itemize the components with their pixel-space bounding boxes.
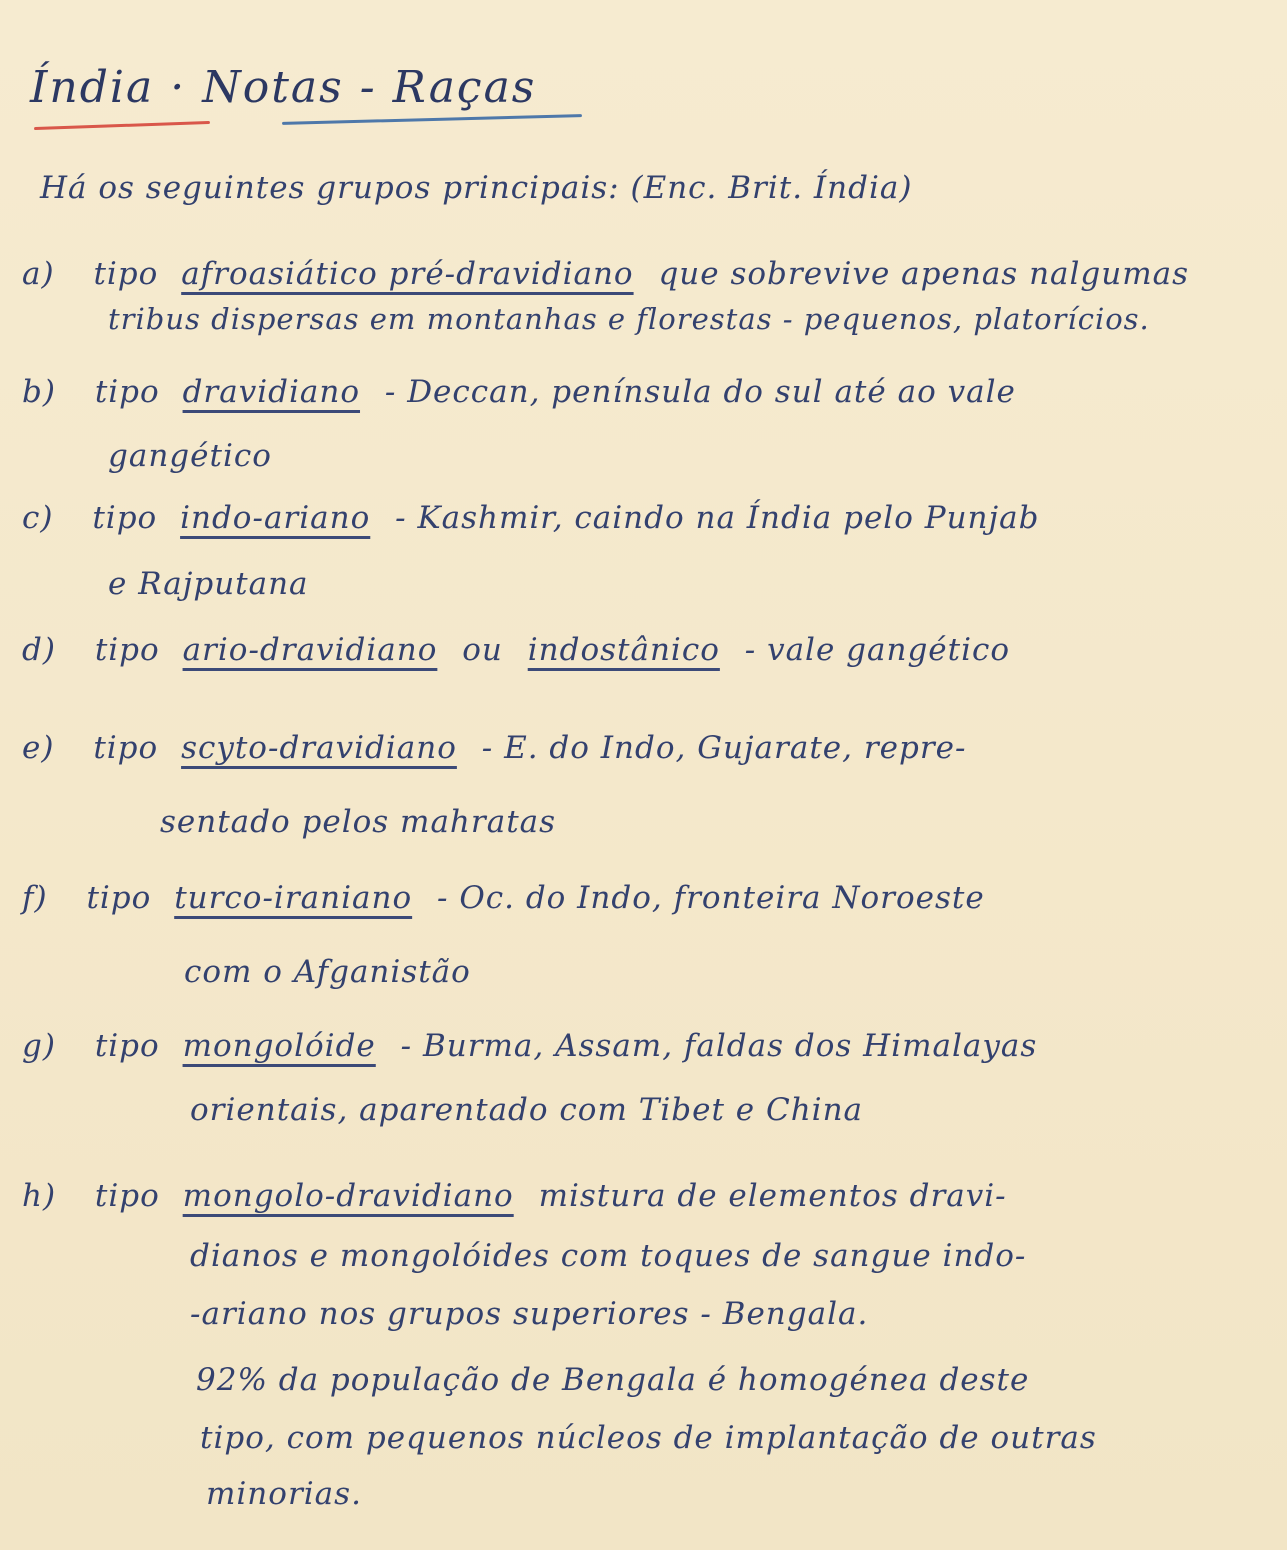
item-description: - vale gangético xyxy=(744,632,1011,668)
item-term: mongolóide xyxy=(182,1028,376,1064)
item-term-alt: indostânico xyxy=(527,632,720,668)
item-description: que sobrevive apenas nalgumas xyxy=(658,256,1190,292)
item-description: - E. do Indo, Gujarate, repre- xyxy=(481,730,967,766)
item-e-continuation: sentado pelos mahratas xyxy=(160,804,557,840)
item-term: mongolo-dravidiano xyxy=(182,1178,514,1214)
item-description: mistura de elementos dravi- xyxy=(538,1178,1007,1214)
item-c-continuation: e Rajputana xyxy=(108,566,309,602)
item-g xyxy=(22,1028,1037,1064)
title-blue-underline xyxy=(282,114,582,125)
item-prefix: tipo xyxy=(93,730,159,766)
note-line: tipo, com pequenos núcleos de implantação de outras xyxy=(200,1420,1097,1456)
item-description: - Deccan, península do sul até ao vale xyxy=(384,374,1016,410)
item-conjunction: ou xyxy=(462,632,503,668)
item-b xyxy=(22,374,1016,410)
item-label: h) xyxy=(22,1178,57,1214)
title-separator: - xyxy=(359,62,377,113)
item-prefix: tipo xyxy=(94,1178,160,1214)
item-prefix: tipo xyxy=(93,256,159,292)
item-label: b) xyxy=(22,374,56,410)
item-prefix: tipo xyxy=(94,1028,160,1064)
note-line: minorias. xyxy=(206,1476,362,1512)
item-f-continuation: com o Afganistão xyxy=(184,954,471,990)
item-f xyxy=(22,880,985,916)
item-g-continuation: orientais, aparentado com Tibet e China xyxy=(190,1092,864,1128)
item-e xyxy=(22,730,967,766)
item-c xyxy=(22,500,1039,536)
item-label: g) xyxy=(22,1028,56,1064)
title-separator: · xyxy=(170,62,187,113)
item-description: - Oc. do Indo, fronteira Noroeste xyxy=(437,880,985,916)
item-a-continuation: tribus dispersas em montanhas e florestas - pequenos, platorícios. xyxy=(108,302,1150,336)
item-prefix: tipo xyxy=(94,374,160,410)
item-h xyxy=(22,1178,1007,1214)
item-label: d) xyxy=(22,632,56,668)
title-part-racas: Raças xyxy=(392,62,537,113)
title-part-notas: Notas xyxy=(202,62,344,113)
intro-line: Há os seguintes grupos principais: (Enc. Brit. Índia) xyxy=(40,170,913,206)
item-label: f) xyxy=(22,880,48,916)
item-term: dravidiano xyxy=(182,374,361,410)
item-h-continuation: dianos e mongolóides com toques de sangue indo- xyxy=(190,1238,1027,1274)
item-a xyxy=(22,256,1189,292)
item-h-continuation: -ariano nos grupos superiores - Bengala. xyxy=(190,1296,869,1332)
item-term: afroasiático pré-dravidiano xyxy=(181,256,634,292)
item-description: - Burma, Assam, faldas dos Himalayas xyxy=(400,1028,1038,1064)
item-prefix: tipo xyxy=(86,880,152,916)
item-term: ario-dravidiano xyxy=(182,632,438,668)
title-red-underline xyxy=(34,121,210,130)
item-term: indo-ariano xyxy=(180,500,371,536)
title-part-india: Índia xyxy=(30,62,155,113)
page-title xyxy=(30,62,536,113)
item-term: turco-iraniano xyxy=(174,880,413,916)
item-label: e) xyxy=(22,730,55,766)
item-d xyxy=(22,632,1010,668)
item-label: a) xyxy=(22,256,55,292)
item-description: - Kashmir, caindo na Índia pelo Punjab xyxy=(395,500,1040,536)
note-line: 92% da população de Bengala é homogénea deste xyxy=(196,1362,1030,1398)
item-b-continuation: gangético xyxy=(108,438,272,474)
item-label: c) xyxy=(22,500,54,536)
item-term: scyto-dravidiano xyxy=(181,730,457,766)
item-prefix: tipo xyxy=(94,632,160,668)
item-prefix: tipo xyxy=(92,500,158,536)
